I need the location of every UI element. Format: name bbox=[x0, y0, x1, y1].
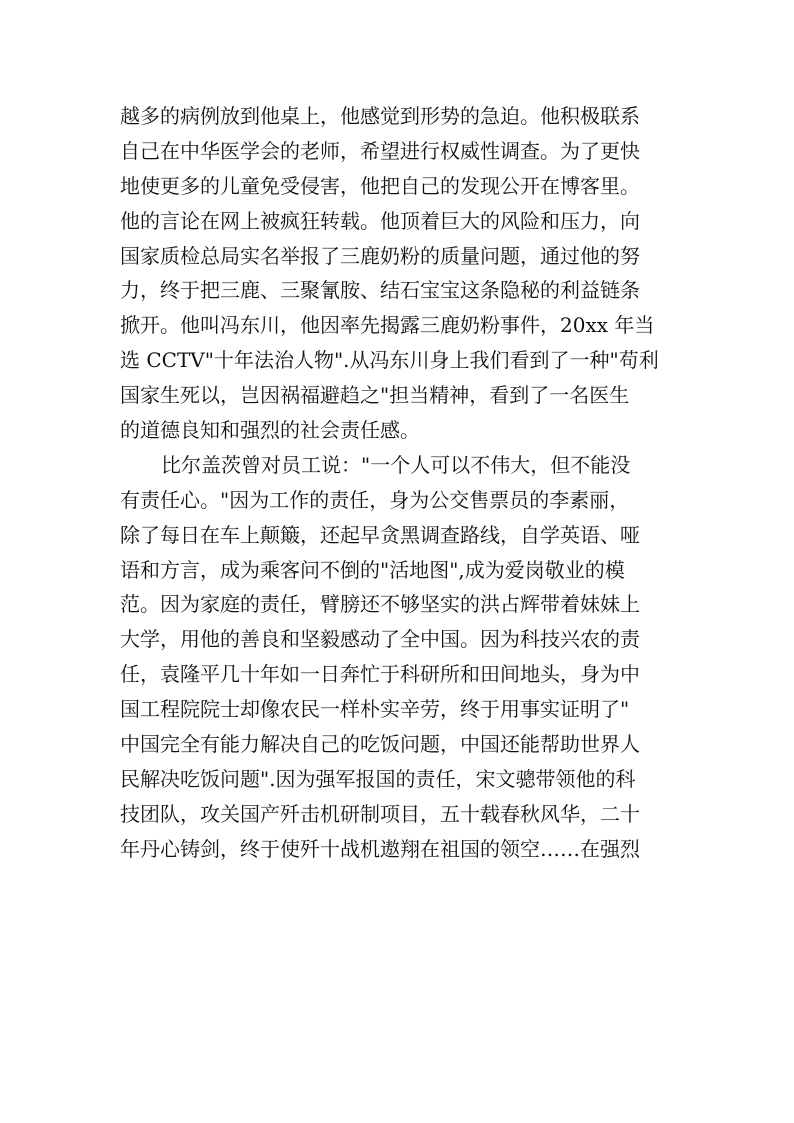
text-line: 语和方言，成为乘客问不倒的"活地图",成为爱岗敬业的模 bbox=[120, 557, 625, 582]
text-line: 除了每日在车上颠簸，还起早贪黑调查路线，自学英语、哑 bbox=[120, 522, 640, 547]
text-line: 越多的病例放到他桌上，他感觉到形势的急迫。他积极联系 bbox=[120, 104, 640, 128]
text-line: 范。因为家庭的责任，臂膀还不够坚实的洪占辉带着妹妹上 bbox=[120, 592, 640, 617]
text-line: 选 CCTV"十年法治人物".从冯东川身上我们看到了一种"苟利 bbox=[120, 348, 659, 373]
text-line: 比尔盖茨曾对员工说："一个人可以不伟大，但不能没 bbox=[161, 452, 631, 477]
text-line: 民解决吃饭问题".因为强军报国的责任，宋文骢带领他的科 bbox=[120, 766, 636, 791]
text-line: 掀开。他叫冯东川，他因率先揭露三鹿奶粉事件，20xx 年当 bbox=[120, 313, 655, 338]
text-line: 自己在中华医学会的老师，希望进行权威性调查。为了更快 bbox=[120, 138, 640, 163]
text-line: 大学，用他的善良和坚毅感动了全中国。因为科技兴农的责 bbox=[120, 627, 640, 652]
paragraph-1 bbox=[120, 99, 690, 448]
text-line: 地使更多的儿童免受侵害，他把自己的发现公开在博客里。 bbox=[120, 173, 640, 198]
text-line: 力，终于把三鹿、三聚氰胺、结石宝宝这条隐秘的利益链条 bbox=[120, 278, 640, 303]
paragraph-2 bbox=[120, 448, 690, 867]
text-line: 国家质检总局实名举报了三鹿奶粉的质量问题，通过他的努 bbox=[120, 243, 640, 268]
document-body bbox=[120, 99, 690, 867]
text-line: 任，袁隆平几十年如一日奔忙于科研所和田间地头，身为中 bbox=[120, 662, 640, 687]
text-line: 国家生死以，岂因祸福避趋之"担当精神，看到了一名医生 bbox=[120, 383, 630, 408]
text-line: 年丹心铸剑，终于使歼十战机遨翔在祖国的领空……在强烈 bbox=[120, 836, 640, 861]
text-line: 国工程院院士却像农民一样朴实辛劳，终于用事实证明了" bbox=[120, 697, 630, 722]
text-line: 中国完全有能力解决自己的吃饭问题，中国还能帮助世界人 bbox=[120, 732, 640, 757]
text-line: 技团队，攻关国产歼击机研制项目，五十载春秋风华，二十 bbox=[120, 801, 640, 826]
text-line: 的道德良知和强烈的社会责任感。 bbox=[120, 418, 420, 443]
text-line: 有责任心。"因为工作的责任，身为公交售票员的李素丽， bbox=[120, 487, 630, 512]
text-line: 他的言论在网上被疯狂转载。他顶着巨大的风险和压力，向 bbox=[120, 208, 640, 233]
